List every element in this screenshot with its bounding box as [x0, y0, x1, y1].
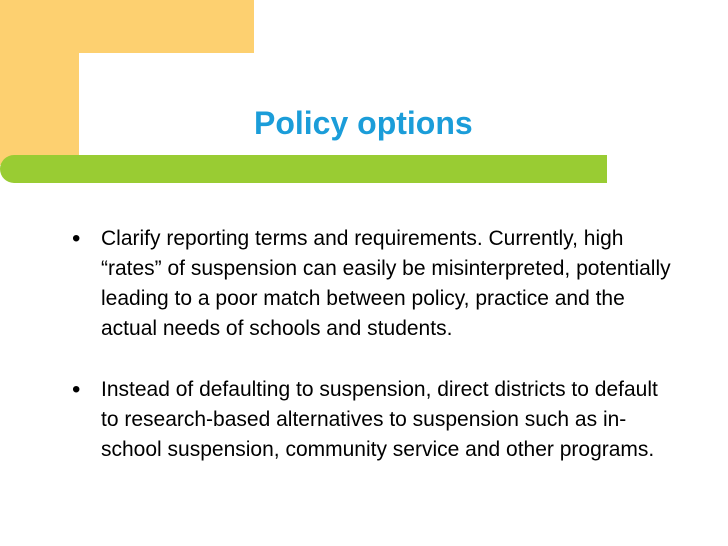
- bullet-item: [72, 224, 672, 344]
- accent-bar: [0, 155, 607, 183]
- bullet-icon: •: [72, 225, 81, 252]
- bullet-icon: •: [72, 376, 81, 403]
- bullet-text: Instead of defaulting to suspension, direct districts to default to research-based alternatives to suspension such as in-school suspension, community service and other programs.: [101, 378, 658, 461]
- bullet-list: [72, 224, 672, 465]
- bullet-text: Clarify reporting terms and requirements. Currently, high “rates” of suspension can easily be misinterpreted, potentially leading to a poor match between policy, practice and the actual needs of schools and students.: [101, 227, 671, 340]
- slide-title: Policy options: [254, 105, 473, 141]
- bullet-item: [72, 375, 672, 465]
